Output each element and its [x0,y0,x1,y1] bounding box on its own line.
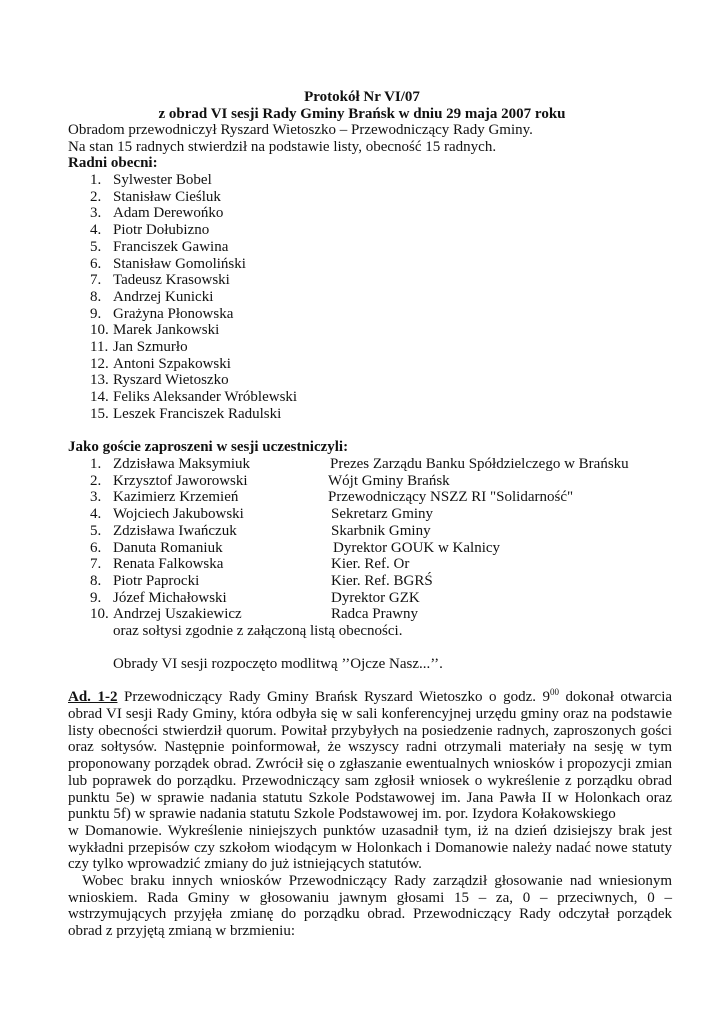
guest-name: Danuta Romaniuk [113,539,223,556]
item-number: 13. [90,372,109,389]
councillors-heading: Radni obecni: [68,155,158,171]
guest-name: Andrzej Uszakiewicz [113,606,242,623]
paragraph-line: wnioskiem. Rada Gminy w głosowaniu jawnym głosami 15 – za, 0 – przeciwnych, 0 – [68,889,672,906]
prayer-note: Obrady VI sesji rozpoczęto modlitwą ’’Ojcze Nasz...’’. [113,656,443,672]
guest-role: Prezes Zarządu Banku Spółdzielczego w Brańsku [330,456,629,472]
item-number: 7. [90,272,102,289]
councillor-item [0,239,724,256]
councillor-item [0,306,724,323]
document-title: Protokół Nr VI/07 [304,89,420,105]
paragraph-line: oraz sołtysów. Następnie poinformował, że wszyscy radni otrzymali materiały na sesję w tym [68,739,672,756]
item-number: 8. [90,572,102,589]
councillor-item [0,172,724,189]
guest-name: Zdzisława Iwańczuk [113,522,237,539]
guest-item [0,473,724,490]
councillor-name: Tadeusz Krasowski [113,272,230,289]
paragraph-line: obrad z przyjętą zmianą w brzmieniu: [68,923,295,940]
guest-item [0,573,724,590]
paragraph-line: Wobec braku innych wniosków Przewodniczący Rady zarządził głosowanie nad wniesionym [68,873,672,889]
councillor-item [0,322,724,339]
councillor-name: Feliks Aleksander Wróblewski [113,389,298,406]
item-number: 14. [90,389,109,406]
councillor-name: Leszek Franciszek Radulski [113,405,282,422]
guest-role: Radca Prawny [331,606,419,623]
item-number: 6. [90,539,102,556]
guest-item [0,540,724,557]
time-superscript: 00 [550,687,560,697]
item-number: 5. [90,522,102,539]
ad12-label: Ad. 1-2 [68,689,118,705]
councillor-name: Stanisław Gomoliński [113,255,246,272]
councillor-item [0,205,724,222]
paragraph-line: wykładni przepisów czy szkołom wiodącym w Holonkach i Domanowie należy nadać nowe statuty [68,839,672,856]
guest-item [0,489,724,506]
item-number: 12. [90,355,109,372]
item-number: 5. [90,238,102,255]
guest-role: Przewodniczący NSZZ RI "Solidarność" [328,489,574,506]
paragraph-line: lub poprawek do porządku. Przewodniczący sam zgłosił wniosek o wykreślenie z porządku obrad [68,772,672,789]
item-number: 6. [90,255,102,272]
paragraph-line: punktu 5f) w sprawie nadania statutu Szkole Podstawowej im. por. Izydora Kołakowskiego [68,806,616,823]
councillor-name: Andrzej Kunicki [113,288,214,305]
guest-item [0,523,724,540]
guest-role: Dyrektor GZK [331,589,420,606]
councillor-name: Franciszek Gawina [113,238,229,255]
ad12-text: Przewodniczący Rady Gminy Brańsk Ryszard Wietoszko o godz. 9 [123,689,551,705]
paragraph-line: proponowany porządek obrad. Zwrócił się o zgłaszanie ewentualnych wniosków i propozycji zmian [68,756,672,773]
councillor-name: Sylwester Bobel [113,172,212,188]
guest-item [0,506,724,523]
guests-heading: Jako goście zaproszeni w sesji uczestniczyli: [68,439,349,455]
councillor-name: Jan Szmurło [113,339,188,355]
paragraph-line: obrad VI sesji Rady Gminy, która odbyła się w sali konferencyjnej urzędu gminy oraz na podstawie [68,706,672,722]
guest-role: Kier. Ref. BGRŚ [331,572,433,589]
ad12-text-end: dokonał otwarcia [559,689,673,705]
guest-role: Kier. Ref. Or [331,556,410,573]
item-number: 4. [90,506,102,523]
councillor-name: Ryszard Wietoszko [113,372,229,389]
item-number: 15. [90,405,109,422]
councillor-item [0,356,724,373]
paragraph-line: punktu 5e) w sprawie nadania statutu Szkole Podstawowej im. Jana Pawła II w Holonkach oraz [68,789,672,806]
item-number: 11. [90,339,109,355]
councillor-name: Antoni Szpakowski [113,355,231,372]
item-number: 7. [90,556,102,573]
ad12-first-line [68,689,672,706]
guest-name: Józef Michałowski [113,589,227,606]
item-number: 4. [90,222,102,239]
item-number: 3. [90,205,102,222]
paragraph-line: czy tylko wprowadzić zmiany do już istniejących statutów. [68,856,422,873]
councillor-name: Grażyna Płonowska [113,305,234,322]
guest-name: Renata Falkowska [113,556,224,573]
item-number: 10. [90,606,109,623]
paragraph-line: listy obecności stwierdził quorum. Powitał przybyłych na posiedzenie radnych, zaproszonych gości [68,722,672,739]
councillor-item [0,289,724,306]
guest-name: Zdzisława Maksymiuk [113,456,251,472]
councillor-name: Adam Derewońko [113,205,224,222]
guest-name: Wojciech Jakubowski [113,506,244,523]
councillor-name: Stanisław Cieśluk [113,188,221,205]
item-number: 1. [90,172,102,188]
councillor-item [0,372,724,389]
councillor-item [0,256,724,273]
paragraph-line: wstrzymujących przyjęła zmianę do porządku obrad. Przewodniczący Rady odczytał porządek [68,906,672,923]
guest-role: Wójt Gminy Brańsk [328,472,450,489]
guest-item [0,456,724,473]
item-number: 2. [90,188,102,205]
councillor-name: Marek Jankowski [113,322,220,339]
councillor-name: Piotr Dołubizno [113,222,210,239]
councillor-item [0,272,724,289]
councillor-item [0,189,724,206]
guest-role: Sekretarz Gminy [331,506,434,523]
item-number: 9. [90,589,102,606]
councillor-item [0,339,724,356]
item-number: 2. [90,472,102,489]
item-number: 10. [90,322,109,339]
guest-role: Dyrektor GOUK w Kalnicy [333,539,501,556]
paragraph-line: w Domanowie. Wykreślenie niniejszych punktów uzasadnił tym, iż na dzień dzisiejszy brak jest [68,822,672,839]
document-subtitle: z obrad VI sesji Rady Gminy Brańsk w dniu 29 maja 2007 roku [158,106,566,122]
guest-name: Krzysztof Jaworowski [113,472,248,489]
councillor-item [0,406,724,423]
councillor-item [0,222,724,239]
item-number: 8. [90,288,102,305]
guest-item [0,606,724,623]
item-number: 9. [90,305,102,322]
soltysi-note: oraz sołtysi zgodnie z załączoną listą obecności. [113,623,403,639]
guest-role: Skarbnik Gminy [331,522,431,539]
guest-name: Kazimierz Krzemień [113,489,239,506]
councillor-item [0,389,724,406]
item-number: 3. [90,489,102,506]
guest-item [0,590,724,607]
guest-item [0,556,724,573]
intro-chair: Obradom przewodniczył Ryszard Wietoszko – Przewodniczący Rady Gminy. [68,122,533,138]
intro-quorum: Na stan 15 radnych stwierdził na podstawie listy, obecność 15 radnych. [68,139,497,155]
guest-name: Piotr Paprocki [113,572,200,589]
item-number: 1. [90,456,102,472]
